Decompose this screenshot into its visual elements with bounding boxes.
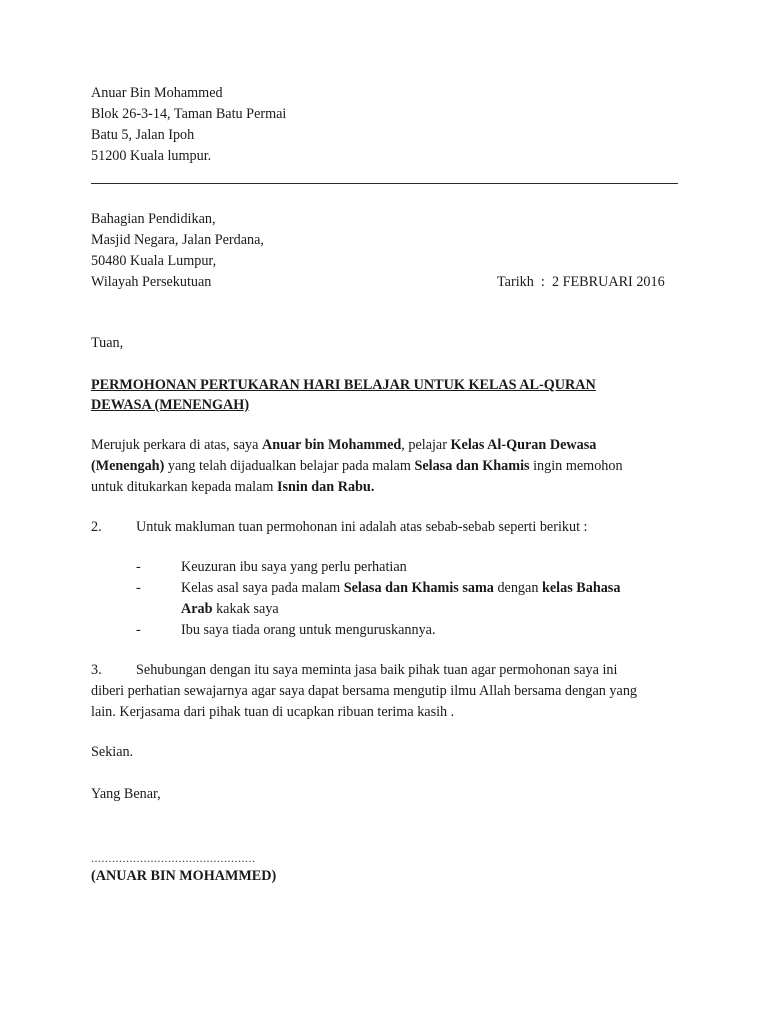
para2-number: 2. bbox=[91, 519, 102, 535]
reason2-line2: Arab kakak saya bbox=[181, 601, 279, 617]
para1-line3: untuk ditukarkan kepada malam Isnin dan Rabu. bbox=[91, 479, 375, 495]
date-separator: : bbox=[540, 274, 545, 290]
subject-line1: PERMOHONAN PERTUKARAN HARI BELAJAR UNTUK KELAS AL-QURAN bbox=[91, 377, 596, 393]
reason3-dash: - bbox=[136, 622, 141, 638]
recipient-line1: Bahagian Pendidikan, bbox=[91, 211, 216, 227]
separator-line bbox=[91, 183, 678, 184]
recipient-line3: 50480 Kuala Lumpur, bbox=[91, 253, 217, 269]
sender-address-line1: Blok 26-3-14, Taman Batu Permai bbox=[91, 106, 287, 122]
para2-text: Untuk makluman tuan permohonan ini adalah atas sebab-sebab seperti berikut : bbox=[136, 519, 588, 535]
para3-line3: lain. Kerjasama dari pihak tuan di ucapkan ribuan terima kasih . bbox=[91, 704, 455, 720]
reason1-dash: - bbox=[136, 559, 141, 575]
para1-line2: (Menengah) yang telah dijadualkan belajar pada malam Selasa dan Khamis ingin memohon bbox=[91, 458, 623, 474]
para3-number: 3. bbox=[91, 662, 102, 678]
para3-line2: diberi perhatian sewajarnya agar saya dapat bersama mengutip ilmu Allah bersama dengan yang bbox=[91, 683, 638, 699]
subject-line2: DEWASA (MENENGAH) bbox=[91, 397, 250, 413]
closing-yang-benar: Yang Benar, bbox=[91, 786, 161, 802]
sender-address-line3: 51200 Kuala lumpur. bbox=[91, 148, 212, 164]
sender-name: Anuar Bin Mohammed bbox=[91, 85, 223, 101]
reason2-line1: Kelas asal saya pada malam Selasa dan Khamis sama dengan kelas Bahasa bbox=[181, 580, 621, 596]
reason1-text: Keuzuran ibu saya yang perlu perhatian bbox=[181, 559, 407, 575]
date-value: 2 FEBRUARI 2016 bbox=[551, 274, 665, 290]
recipient-line4: Wilayah Persekutuan bbox=[91, 274, 212, 290]
salutation: Tuan, bbox=[91, 335, 124, 351]
reason3-text: Ibu saya tiada orang untuk menguruskannya. bbox=[181, 622, 436, 638]
closing-sekian: Sekian. bbox=[91, 744, 134, 760]
date-label: Tarikh bbox=[497, 274, 534, 290]
reason2-dash: - bbox=[136, 580, 141, 596]
signatory-name: (ANUAR BIN MOHAMMED) bbox=[91, 868, 277, 884]
sender-address-line2: Batu 5, Jalan Ipoh bbox=[91, 127, 195, 143]
signature-line: ............................................... bbox=[91, 851, 256, 865]
para3-line1: Sehubungan dengan itu saya meminta jasa baik pihak tuan agar permohonan saya ini bbox=[136, 662, 618, 678]
date-line bbox=[497, 272, 665, 293]
recipient-line2: Masjid Negara, Jalan Perdana, bbox=[91, 232, 264, 248]
para1-line1: Merujuk perkara di atas, saya Anuar bin Mohammed, pelajar Kelas Al-Quran Dewasa bbox=[91, 437, 597, 453]
